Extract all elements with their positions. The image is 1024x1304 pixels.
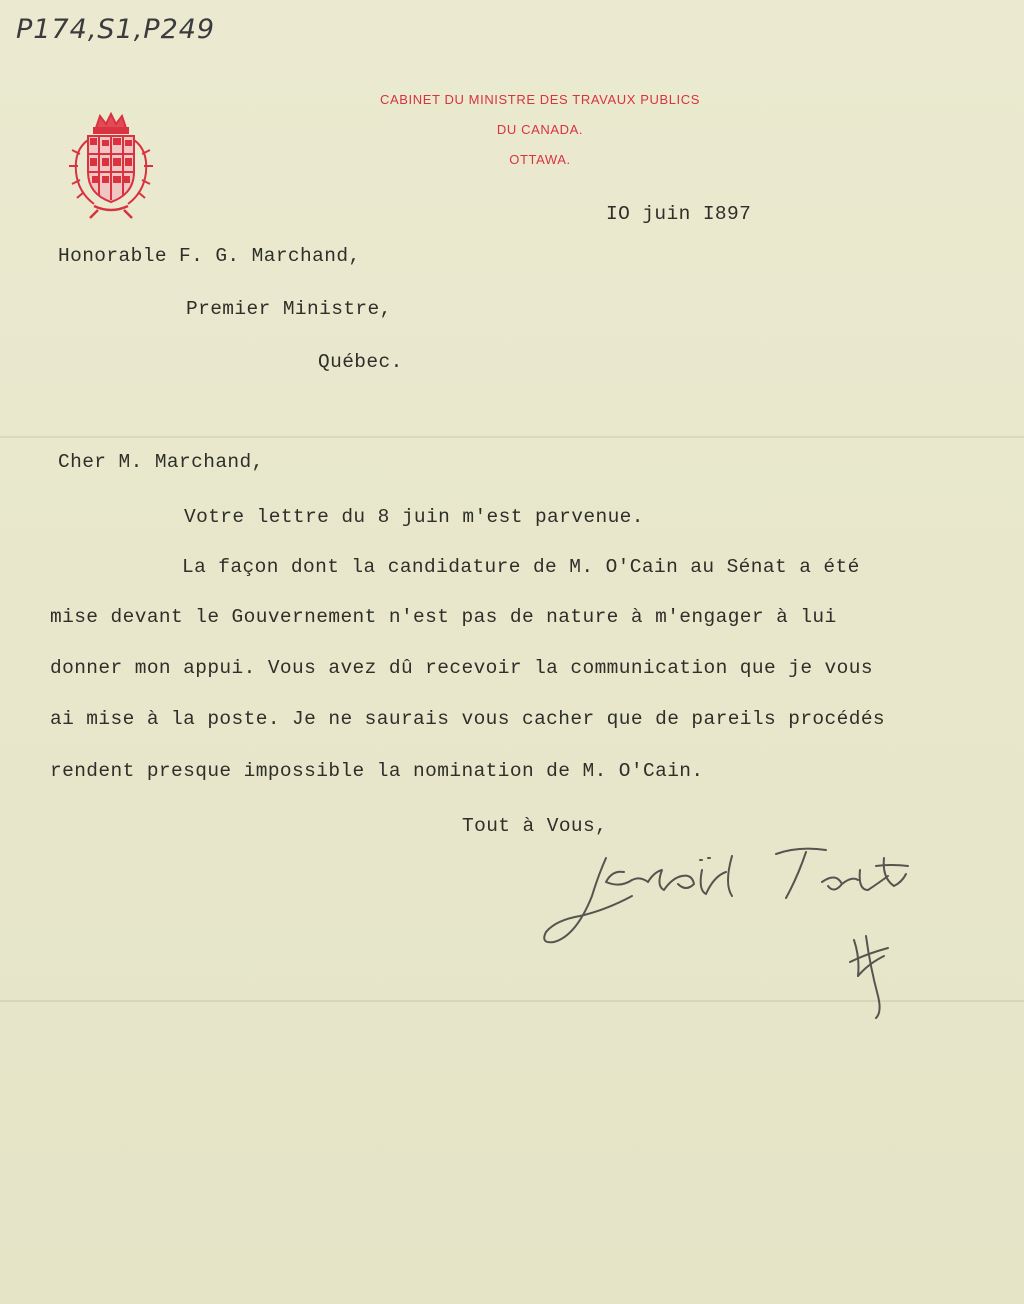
letterhead-line-3: OTTAWA.	[509, 152, 571, 167]
paragraph-line: ai mise à la poste. Je ne saurais vous cacher que de pareils procédés	[50, 708, 886, 730]
recipient-name: Honorable F. G. Marchand,	[58, 245, 361, 267]
paragraph-line: rendent presque impossible la nomination de M. O'Cain.	[50, 760, 704, 782]
closing: Tout à Vous,	[462, 815, 608, 837]
paragraph-line: La façon dont la candidature de M. O'Cain au Sénat a été	[182, 556, 860, 578]
handwritten-signature	[536, 836, 1016, 1026]
archive-reference: P174,S1,P249	[16, 14, 216, 45]
recipient-title: Premier Ministre,	[186, 298, 392, 320]
letterhead-line-1: CABINET DU MINISTRE DES TRAVAUX PUBLICS	[379, 92, 701, 107]
letter-date: IO juin I897	[606, 203, 752, 225]
paragraph-line: mise devant le Gouvernement n'est pas de nature à m'engager à lui	[50, 606, 837, 628]
recipient-place: Québec.	[318, 351, 403, 373]
salutation: Cher M. Marchand,	[58, 451, 264, 473]
coat-of-arms-icon	[66, 110, 156, 220]
paragraph-line: Votre lettre du 8 juin m'est parvenue.	[184, 506, 644, 528]
paper-fold	[0, 436, 1024, 438]
paragraph-line: donner mon appui. Vous avez dû recevoir la communication que je vous	[50, 657, 873, 679]
letterhead-line-2: DU CANADA.	[496, 122, 584, 137]
